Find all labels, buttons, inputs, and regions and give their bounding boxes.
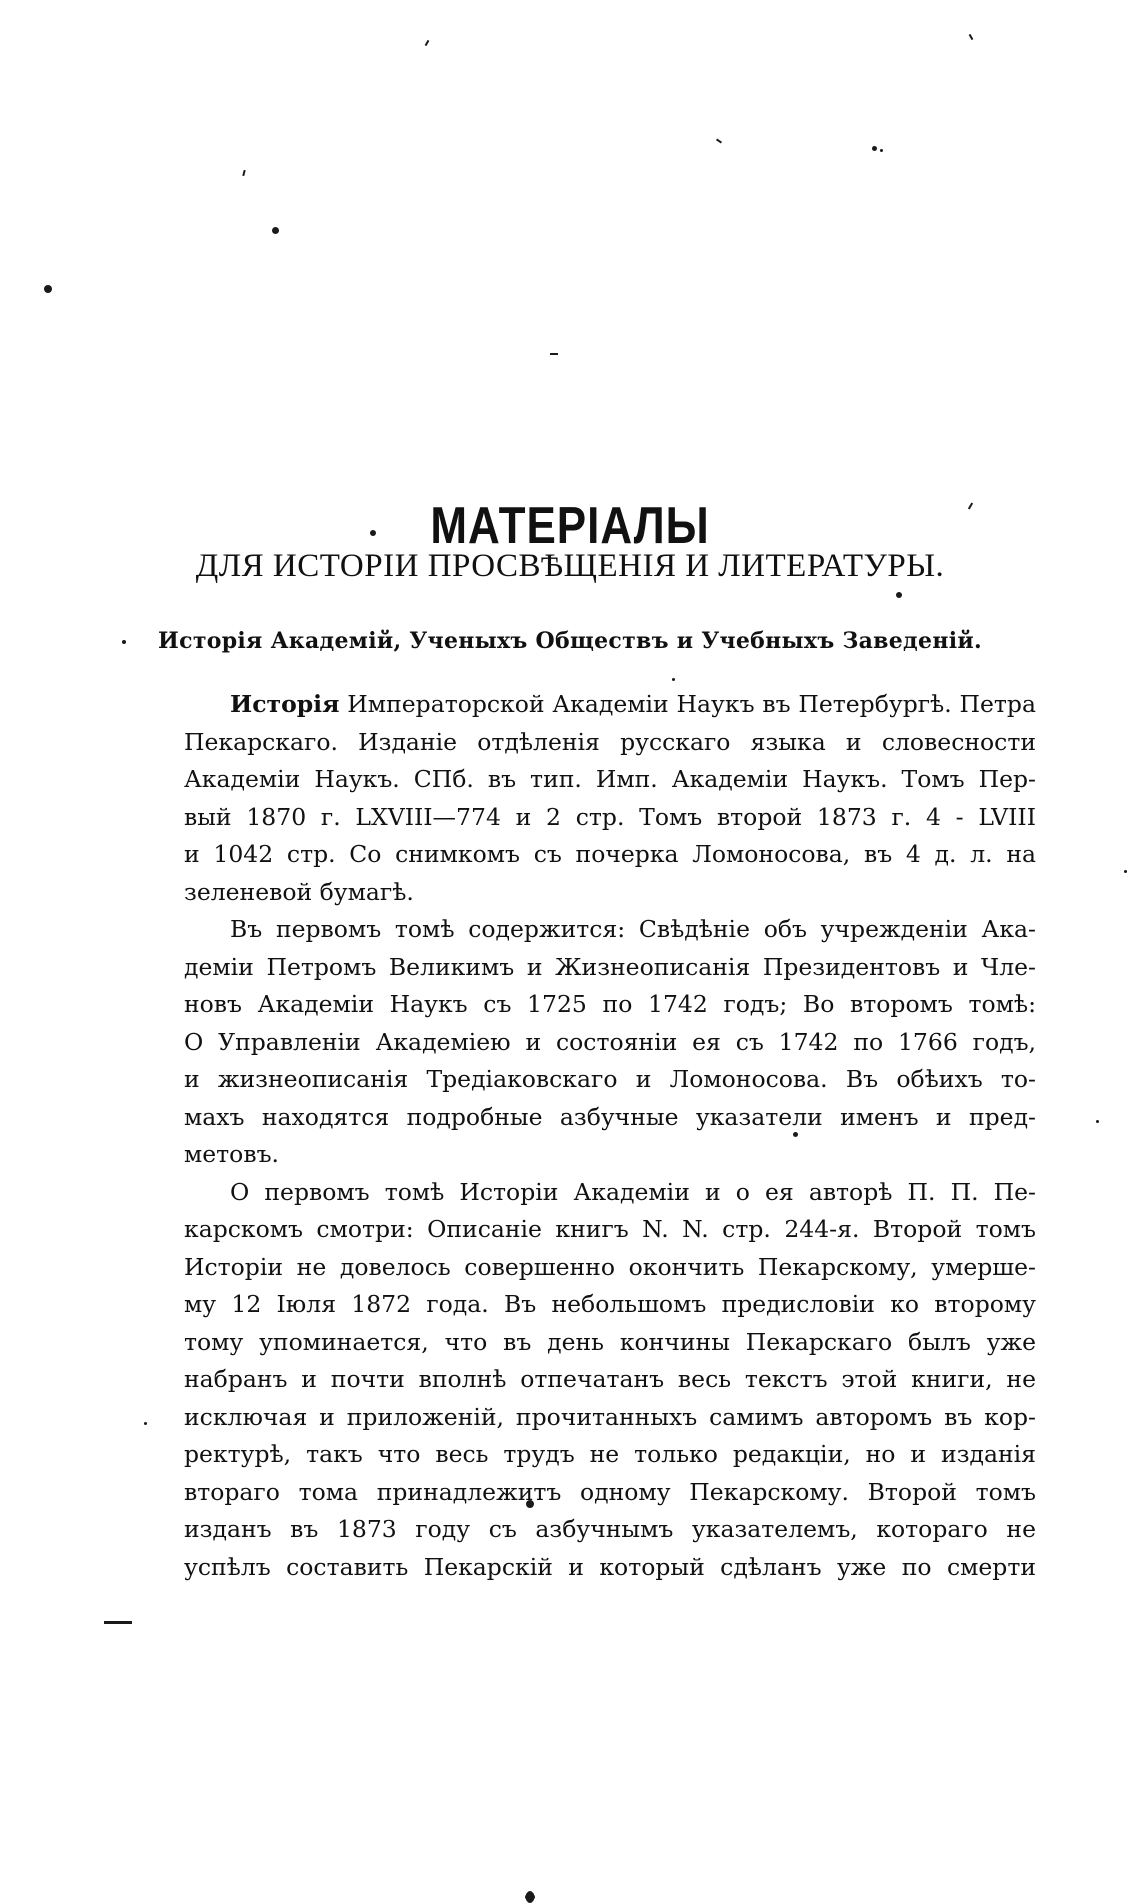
text-line: карскомъ смотри: Описаніе книгъ N. N. стр. 244-я. Второй томъ <box>184 1215 1036 1243</box>
scan-mark <box>969 34 974 40</box>
text-line: зеленевой бумагѣ. <box>184 877 414 906</box>
scan-speck <box>527 1894 533 1900</box>
text-line: успѣлъ составить Пекарскій и который сдѣланъ уже по смерти <box>184 1552 1036 1581</box>
text-line: О Управленіи Академіею и состояніи ея съ 1742 по 1766 годъ, <box>184 1027 1036 1056</box>
text-line: исключая и приложеній, прочитанныхъ самимъ авторомъ въ кор- <box>184 1402 1036 1431</box>
text-line: и жизнеописанія Тредіаковскаго и Ломоносова. Въ обѣихъ то- <box>184 1065 1036 1093</box>
text-line: и 1042 стр. Со снимкомъ съ почерка Ломоносова, въ 4 д. л. на <box>184 840 1036 868</box>
text-line: набранъ и почти вполнѣ отпечатанъ весь текстъ этой книги, не <box>184 1365 1036 1393</box>
scan-mark <box>716 138 722 143</box>
text-line: ректурѣ, такъ что весь трудъ не только редакціи, но и изданія <box>184 1440 1036 1468</box>
lead-word: Исторія <box>230 690 340 718</box>
scan-speck <box>272 227 279 234</box>
paragraph <box>184 686 1036 911</box>
text-line: вый 1870 г. LXVIII—774 и 2 стр. Томъ второй 1873 г. 4 - LVIII <box>184 802 1036 831</box>
text-line: Пекарскаго. Изданіе отдѣленія русскаго языка и словесности <box>184 727 1036 756</box>
paragraph <box>184 1174 1036 1587</box>
paragraph <box>184 911 1036 1174</box>
body-text <box>184 686 1036 1586</box>
text-line: Исторіи не довелось совершенно окончить Пекарскому, умерше- <box>184 1252 1036 1281</box>
text-line: Въ первомъ томѣ содержится: Свѣдѣніе объ учрежденіи Ака- <box>230 915 1036 943</box>
page-title: МАТЕРІАЛЫ <box>430 497 710 556</box>
scan-speck <box>672 678 675 681</box>
text-line: втораго тома принадлежитъ одному Пекарскому. Второй томъ <box>184 1477 1036 1506</box>
text-line: тому упоминается, что въ день кончины Пекарскаго былъ уже <box>184 1327 1036 1356</box>
text-line <box>184 686 1036 724</box>
scan-mark <box>242 170 245 176</box>
scan-speck <box>144 1422 147 1425</box>
scan-speck <box>880 149 883 152</box>
scan-speck <box>1124 870 1127 873</box>
scan-mark <box>425 40 430 46</box>
text-line: новъ Академіи Наукъ съ 1725 по 1742 годъ; Во второмъ томѣ: <box>184 990 1036 1018</box>
scan-mark <box>104 1621 132 1624</box>
text-line: му 12 Іюля 1872 года. Въ небольшомъ предисловіи ко второму <box>184 1290 1036 1318</box>
section-heading: Исторія Академій, Ученыхъ Обществъ и Учебныхъ Заведеній. <box>158 628 982 654</box>
line-text: Императорской Академіи Наукъ въ Петербургѣ. Петра <box>339 690 1036 718</box>
page-subtitle: ДЛЯ ИСТОРІИ ПРОСВѢЩЕНІЯ И ЛИТЕРАТУРЫ. <box>195 548 945 584</box>
scan-speck <box>1096 1120 1099 1123</box>
scan-speck <box>872 146 877 151</box>
scan-mark <box>550 353 558 355</box>
text-line: деміи Петромъ Великимъ и Жизнеописанія Президентовъ и Чле- <box>184 952 1036 981</box>
text-line: О первомъ томѣ Исторіи Академіи и о ея авторѣ П. П. Пе- <box>230 1177 1036 1206</box>
text-line: изданъ въ 1873 году съ азбучнымъ указателемъ, котораго не <box>184 1515 1036 1543</box>
scan-speck <box>44 285 52 293</box>
scan-speck <box>896 592 902 598</box>
text-line: Академіи Наукъ. СПб. въ тип. Имп. Академіи Наукъ. Томъ Пер- <box>184 765 1036 793</box>
text-line: махъ находятся подробные азбучные указатели именъ и пред- <box>184 1102 1036 1131</box>
text-line: метовъ. <box>184 1140 279 1168</box>
